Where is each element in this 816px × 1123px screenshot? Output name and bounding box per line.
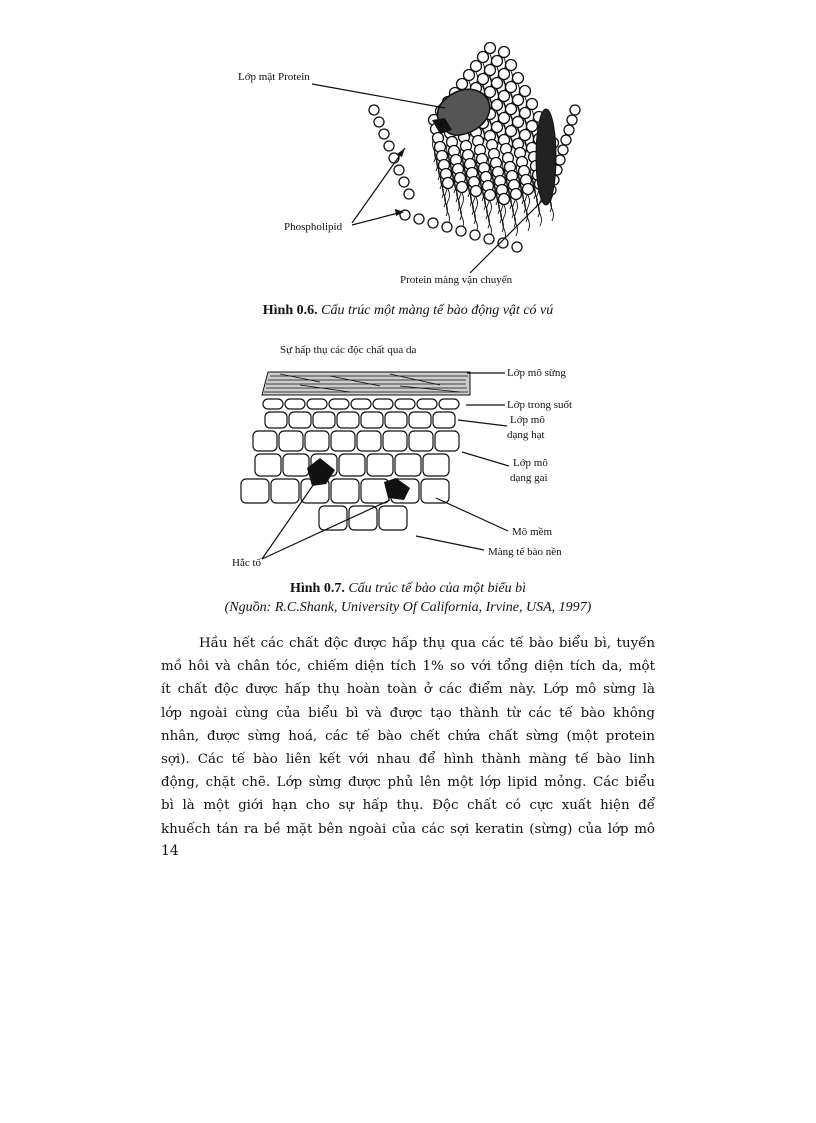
granular-layer-label-2: dạng hạt bbox=[507, 429, 545, 441]
epidermis-cell bbox=[271, 479, 299, 503]
epidermis-cell bbox=[357, 431, 381, 451]
body-paragraph bbox=[161, 632, 655, 841]
epidermis-cell bbox=[279, 431, 303, 451]
body-line: nhân, được sừng hoá, các tế bào chết chứa chất sừng (một protein bbox=[161, 728, 655, 744]
body-line: ít chất độc được hấp thụ hoàn toàn ở các điểm này. Lớp mô sừng là bbox=[161, 682, 655, 698]
body-line: Hầu hết các chất độc được hấp thụ qua các tế bào biểu bì, tuyến bbox=[199, 636, 655, 651]
stratum-lucidum-label: Lớp trong suốt bbox=[507, 399, 573, 411]
page-number: 14 bbox=[161, 843, 179, 859]
epidermis-cell bbox=[409, 431, 433, 451]
body-line: bì là một giới hạn cho sự hấp thụ. Độc chất có cực xuất hiện để bbox=[161, 798, 655, 814]
figure-0-6-number: Hình 0.6. bbox=[262, 303, 318, 318]
absorption-label: Sự hấp thụ các độc chất qua da bbox=[280, 344, 417, 356]
epidermis-cell bbox=[289, 412, 311, 428]
body-line: động, chặt chẽ. Lớp sừng được phủ lên một lớp lipid mỏng. Các biểu bbox=[161, 775, 655, 791]
epidermis-cell bbox=[329, 399, 349, 409]
epidermis-cell bbox=[367, 454, 393, 476]
epidermis-cell bbox=[423, 454, 449, 476]
epidermis-cell bbox=[331, 479, 359, 503]
epidermis-cell bbox=[433, 412, 455, 428]
epidermis-cell bbox=[253, 431, 277, 451]
body-line: lớp ngoài cùng của biểu bì và được tạo thành từ các tế bào không bbox=[161, 705, 655, 721]
protein-surface-label: Lớp mặt Protein bbox=[238, 71, 310, 83]
epidermis-cell bbox=[265, 412, 287, 428]
figure-0-7-source: (Nguồn: R.C.Shank, University Of California, Irvine, USA, 1997) bbox=[224, 600, 592, 615]
epidermis-cell bbox=[417, 399, 437, 409]
figure-0-6-title: Cấu trúc một màng tế bào động vật có vú bbox=[321, 303, 554, 318]
epidermis-cell bbox=[373, 399, 393, 409]
basement-membrane-label: Màng tế bào nền bbox=[488, 546, 562, 558]
epidermis-cell bbox=[409, 412, 431, 428]
epidermis-cell bbox=[339, 454, 365, 476]
epidermis-cell bbox=[331, 431, 355, 451]
body-line: khuếch tán ra bề mặt bên ngoài của các sợi keratin (sừng) của lớp mô bbox=[161, 821, 655, 837]
epidermis-cell bbox=[241, 479, 269, 503]
stratum-corneum-label: Lớp mô sừng bbox=[507, 367, 566, 379]
epidermis-cell bbox=[435, 431, 459, 451]
figure-0-7-number: Hình 0.7. bbox=[289, 581, 345, 596]
stratum-corneum-shape bbox=[262, 372, 470, 395]
epidermis-cell bbox=[283, 454, 309, 476]
epidermis-cell bbox=[307, 399, 327, 409]
epidermis-cell bbox=[383, 431, 407, 451]
epidermis-cell bbox=[385, 412, 407, 428]
epidermis-cell bbox=[255, 454, 281, 476]
phospholipid-label: Phospholipid bbox=[284, 221, 343, 233]
epidermis-cell bbox=[439, 399, 459, 409]
epidermis-cell bbox=[349, 506, 377, 530]
epidermis-cell bbox=[337, 412, 359, 428]
spinous-layer-label-2: dạng gai bbox=[510, 472, 548, 484]
granular-layer-label-1: Lớp mô bbox=[510, 414, 545, 426]
epidermis-cell bbox=[351, 399, 371, 409]
epidermis-cell bbox=[395, 454, 421, 476]
epidermis-cell bbox=[263, 399, 283, 409]
epidermis-cell bbox=[285, 399, 305, 409]
spinous-layer-label-1: Lớp mô bbox=[513, 457, 548, 469]
melanin-label: Hắc tố bbox=[232, 557, 262, 569]
epidermis-cell bbox=[361, 412, 383, 428]
figure-0-7-title: Cấu trúc tế bào của một biểu bì bbox=[348, 581, 527, 596]
epidermis-cell bbox=[421, 479, 449, 503]
figure-0-7-caption bbox=[0, 581, 816, 597]
epidermis-cell bbox=[379, 506, 407, 530]
epidermis-cell bbox=[305, 431, 329, 451]
epidermis-cell bbox=[395, 399, 415, 409]
transport-protein-label: Protein màng vận chuyển bbox=[400, 274, 513, 286]
epidermis-cell bbox=[313, 412, 335, 428]
soft-tissue-label: Mô mềm bbox=[512, 526, 553, 538]
body-line: sợi). Các tế bào liên kết với nhau để hình thành màng tế bào linh bbox=[161, 751, 655, 767]
body-line: mồ hôi và chân tóc, chiếm diện tích 1% so với tổng diện tích da, một bbox=[161, 659, 655, 675]
